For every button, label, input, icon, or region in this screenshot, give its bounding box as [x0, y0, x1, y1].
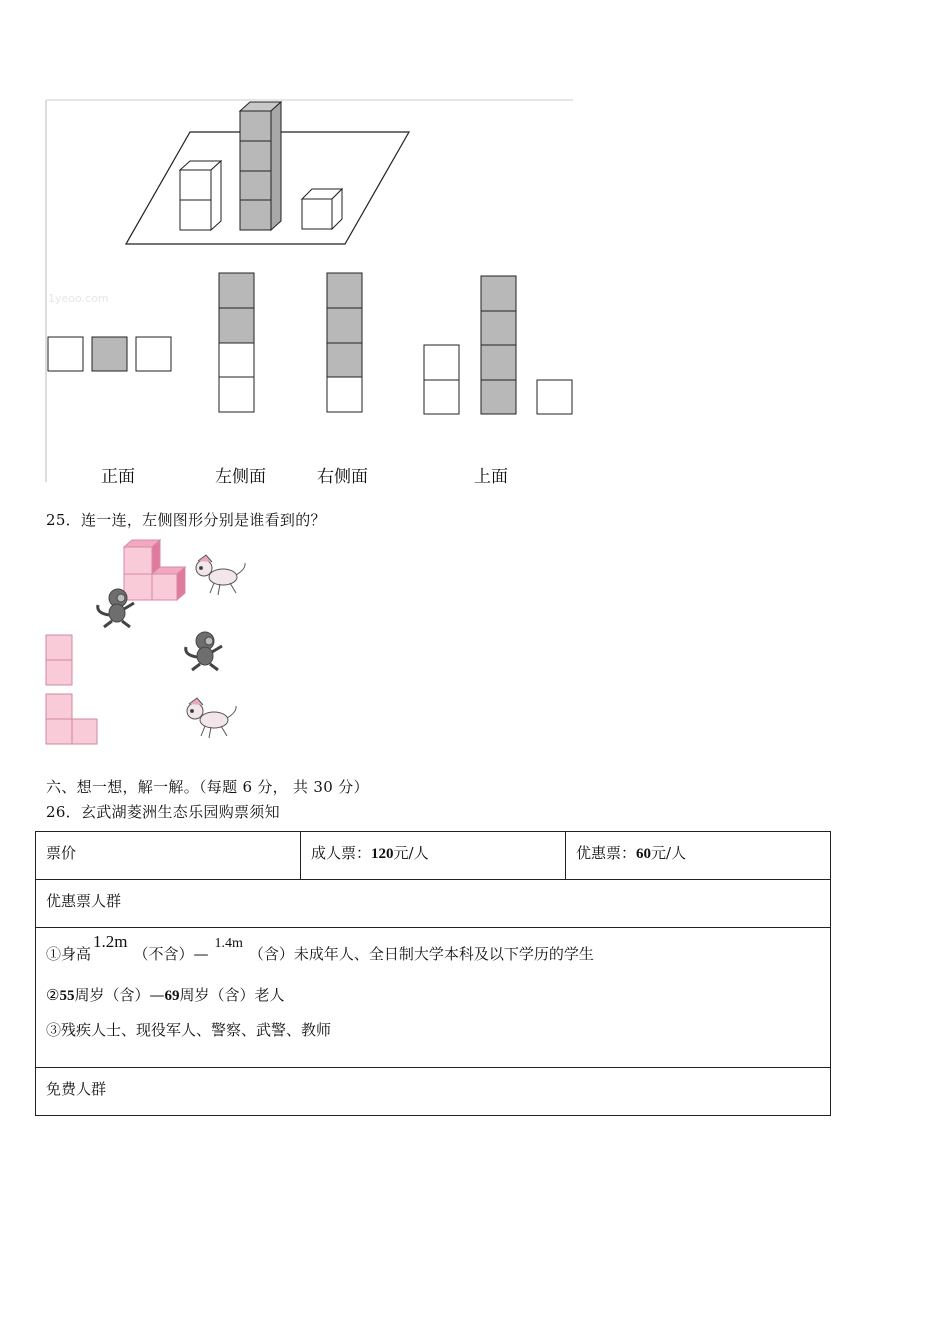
right-side-view	[327, 273, 362, 412]
left-side-view	[219, 273, 254, 412]
label-front: 正面	[101, 467, 135, 487]
discount-value: 60	[636, 846, 652, 862]
discount-rules-cell	[36, 928, 831, 1068]
white-stack-2	[180, 161, 221, 230]
adult-prefix: 成人票：	[311, 844, 372, 862]
adult-price-cell	[301, 832, 566, 880]
shape-l	[46, 694, 97, 744]
table-row	[36, 928, 831, 1068]
white-cube-1	[302, 189, 342, 229]
discount-price-cell	[566, 832, 831, 880]
rule-1	[46, 932, 820, 972]
rule2-age-1: 55	[59, 988, 75, 1004]
ticket-table	[35, 831, 831, 1116]
free-group-label: 免费人群	[46, 1080, 107, 1098]
free-group-cell	[36, 1068, 831, 1116]
rule2-age-2: 69	[164, 988, 180, 1004]
table-row	[36, 880, 831, 928]
dog-icon-right	[187, 698, 236, 738]
table-row	[36, 1068, 831, 1116]
q25-title: 25．连一连，左侧图形分别是谁看到的？	[46, 511, 326, 529]
gray-stack-4	[240, 102, 281, 230]
label-left-side: 左侧面	[215, 467, 266, 487]
watermark-text: 1yeoo.com	[48, 292, 109, 305]
table-row	[36, 832, 831, 880]
price-label: 票价	[46, 844, 77, 862]
discount-group-cell	[36, 880, 831, 928]
shape-vertical-2	[46, 635, 72, 685]
rule1-height-2: 1.4m	[214, 936, 243, 951]
rule1-c: （含）未成年人、全日制大学本科及以下学历的学生	[248, 945, 594, 963]
adult-unit: 元/人	[393, 844, 429, 862]
rule3-text: ③残疾人士、现役军人、警察、武警、教师	[46, 1021, 332, 1039]
pink-block-3d	[124, 540, 185, 600]
rule2-a: ②	[46, 986, 60, 1004]
monkey-icon-right	[186, 632, 222, 670]
price-label-cell	[36, 832, 301, 880]
cube-views-figure	[0, 0, 600, 500]
q26-title: 26．玄武湖菱洲生态乐园购票须知	[46, 803, 280, 821]
dog-icon	[196, 555, 245, 595]
front-view	[48, 337, 171, 371]
rule2-b: 周岁（含）—	[74, 986, 165, 1004]
rule-3	[46, 1019, 820, 1040]
discount-prefix: 优惠票：	[576, 844, 637, 862]
rule2-c: 周岁（含）老人	[179, 986, 285, 1004]
rule-2	[46, 984, 820, 1005]
discount-unit: 元/人	[651, 844, 687, 862]
label-right-side: 右侧面	[317, 467, 368, 487]
adult-value: 120	[371, 846, 394, 862]
q25-figure	[0, 535, 300, 750]
top-view	[424, 276, 572, 414]
rule1-height-1: 1.2m	[93, 932, 128, 951]
rule1-a: ①身高	[46, 945, 92, 963]
rule1-b: （不含）—	[133, 945, 209, 963]
discount-group-label: 优惠票人群	[46, 892, 122, 910]
label-top: 上面	[474, 467, 508, 487]
section6-heading: 六、想一想，解一解。（每题 6 分， 共 30 分）	[46, 778, 369, 796]
